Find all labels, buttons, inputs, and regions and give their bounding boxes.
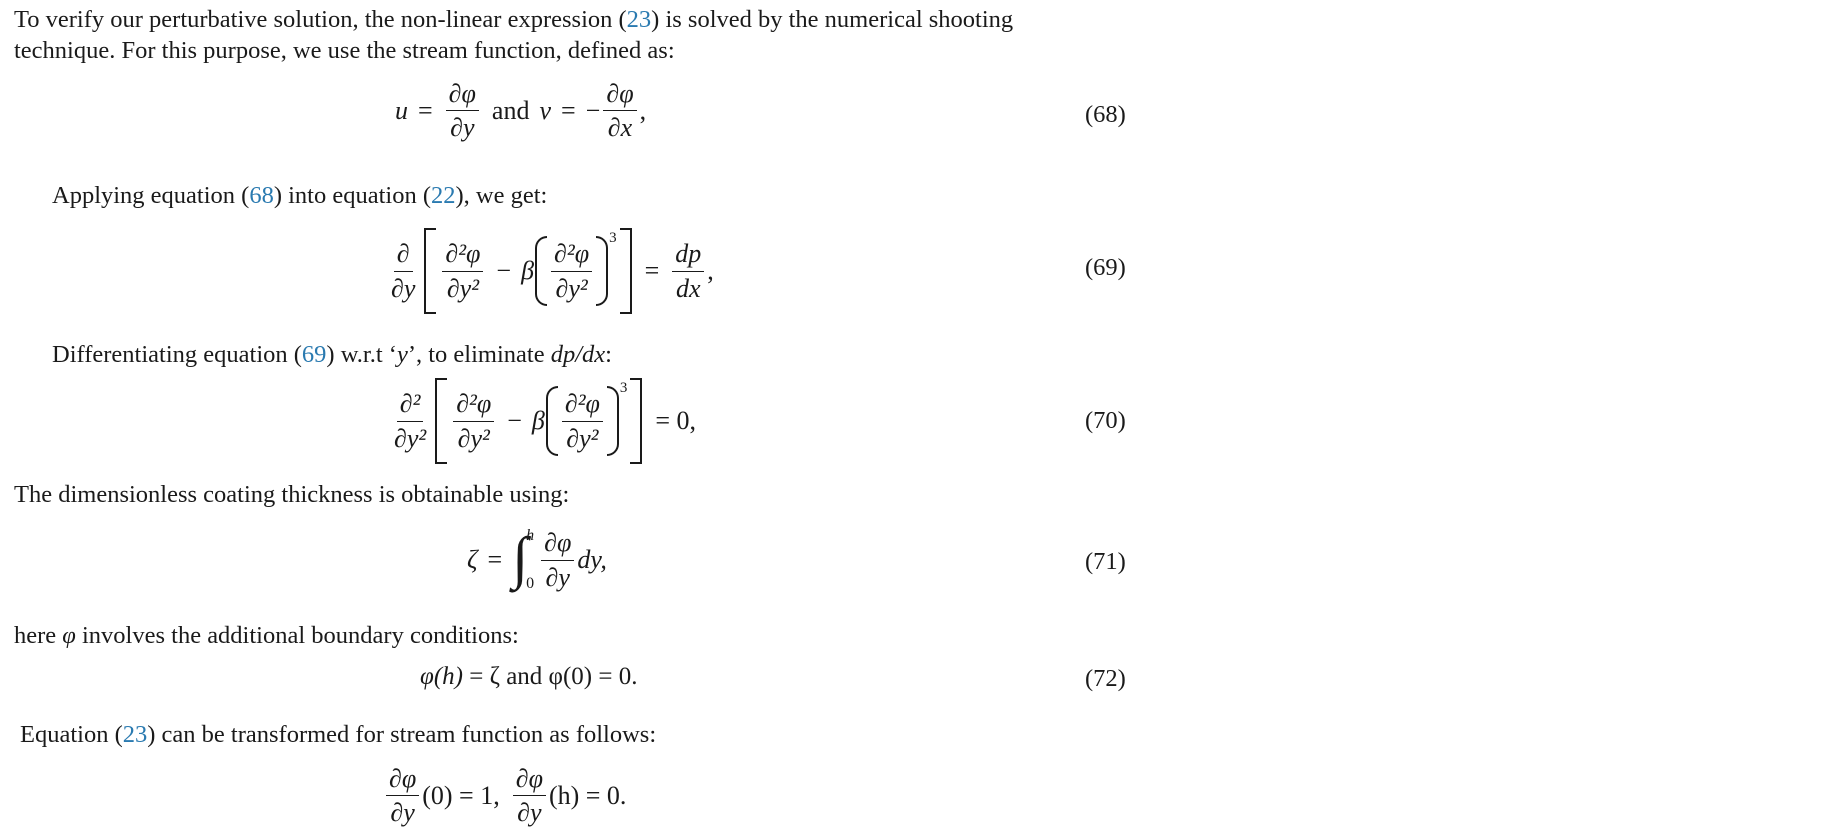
denominator: dx xyxy=(675,273,701,303)
fraction-dphi-dy xyxy=(541,529,574,591)
text: Equation ( xyxy=(20,721,123,748)
condition-at-zero: (0) = 1, xyxy=(422,780,500,810)
text: To verify our perturbative solution, the non-linear expression ( xyxy=(14,6,627,33)
equals-zeta: = ζ xyxy=(462,663,507,690)
symbol-u: u xyxy=(395,95,408,125)
text: ), we get: xyxy=(455,182,548,209)
numerator: ∂φ xyxy=(513,765,546,796)
numerator: ∂φ xyxy=(386,765,419,796)
equation-72 xyxy=(420,663,637,691)
fraction-dphi-dx xyxy=(603,80,636,142)
equation-link-23[interactable]: 23 xyxy=(626,6,652,33)
equals: = xyxy=(644,256,660,285)
fraction-d2phi-dy2 xyxy=(453,390,494,452)
minus: − xyxy=(496,256,512,285)
comma: , xyxy=(639,95,647,125)
text: technique. For this purpose, we use the stream function, defined as: xyxy=(14,37,675,64)
right-bracket xyxy=(620,228,632,314)
equation-number-70: (70) xyxy=(1085,407,1126,434)
numerator: ∂ xyxy=(394,240,413,271)
symbol-zeta: ζ xyxy=(467,545,478,574)
symbol-v: v xyxy=(539,95,551,125)
fraction-d-dy xyxy=(388,240,418,302)
denominator: ∂y² xyxy=(555,273,588,303)
denominator: ∂y xyxy=(545,562,570,592)
left-bracket xyxy=(435,378,447,464)
equation-71 xyxy=(467,527,607,593)
lower-limit: 0 xyxy=(526,575,535,592)
symbol-dpdx: dp/dx xyxy=(550,341,606,368)
numerator: ∂φ xyxy=(446,80,479,111)
equals: = xyxy=(418,95,433,125)
fraction-d2phi-dy2 xyxy=(562,390,603,452)
and-word: and xyxy=(491,95,530,125)
numerator: ∂φ xyxy=(603,80,636,111)
phi-of-h: φ(h) xyxy=(420,663,463,690)
paragraph-differentiating xyxy=(52,339,612,370)
denominator: ∂y² xyxy=(566,423,599,453)
denominator: ∂y² xyxy=(446,273,479,303)
denominator: ∂y xyxy=(450,113,475,143)
integral-sign: ∫ xyxy=(512,525,529,590)
numerator: ∂φ xyxy=(541,529,574,560)
right-bracket xyxy=(630,378,642,464)
denominator: ∂y xyxy=(390,798,415,828)
equals: = xyxy=(487,545,503,574)
fraction-dphi-dy xyxy=(446,80,479,142)
denominator: ∂y² xyxy=(457,423,490,453)
upper-limit: h xyxy=(526,527,535,544)
text: Applying equation ( xyxy=(52,182,250,209)
text: ) is solved by the numerical shooting xyxy=(651,6,1014,33)
comma: , xyxy=(707,256,714,285)
equation-link-68[interactable]: 68 xyxy=(249,182,274,209)
fraction-dphi-dy xyxy=(386,765,419,827)
and-word: and xyxy=(506,663,543,690)
equation-link-23[interactable]: 23 xyxy=(122,721,148,748)
left-paren xyxy=(546,386,558,456)
numerator: ∂²φ xyxy=(442,240,483,271)
left-bracket xyxy=(424,228,436,314)
text: : xyxy=(605,341,612,368)
exponent: 3 xyxy=(609,230,617,246)
denominator: ∂y xyxy=(517,798,542,828)
left-paren xyxy=(535,236,547,306)
text: involves the additional boundary conditions: xyxy=(75,622,519,649)
equation-number-72: (72) xyxy=(1085,665,1126,692)
numerator: ∂²φ xyxy=(562,390,603,421)
equation-70 xyxy=(388,378,696,464)
symbol-y: y xyxy=(396,341,408,368)
equation-boundary-stream xyxy=(383,765,626,827)
phi-of-zero: φ(0) = 0. xyxy=(542,663,638,690)
equals: = xyxy=(561,95,576,125)
text: Differentiating equation ( xyxy=(52,341,302,368)
differential-dy: dy, xyxy=(577,545,607,574)
exponent: 3 xyxy=(619,380,628,396)
rhs-zero: = 0, xyxy=(655,406,697,435)
numerator: ∂²φ xyxy=(453,390,494,421)
minus: − xyxy=(507,406,522,435)
text: ’, to eliminate xyxy=(407,341,551,368)
paragraph-transform xyxy=(20,719,656,750)
equation-number-71: (71) xyxy=(1085,548,1126,575)
equation-link-22[interactable]: 22 xyxy=(431,182,456,209)
right-paren xyxy=(596,236,608,306)
text: ) w.r.t ‘ xyxy=(326,341,397,368)
fraction-d2-dy2 xyxy=(391,390,429,452)
denominator: ∂y xyxy=(391,273,416,303)
right-paren xyxy=(607,386,619,456)
text: here xyxy=(14,622,63,649)
paragraph-applying xyxy=(52,180,547,211)
symbol-phi: φ xyxy=(62,622,76,649)
paragraph-coating-thickness xyxy=(14,479,569,510)
fraction-d2phi-dy2 xyxy=(442,240,483,302)
denominator: ∂x xyxy=(607,113,633,143)
numerator: ∂²φ xyxy=(551,240,592,271)
symbol-beta: β xyxy=(521,256,535,285)
paragraph-boundary-conditions xyxy=(14,620,519,651)
equation-link-69[interactable]: 69 xyxy=(301,341,327,368)
equation-68 xyxy=(395,80,646,142)
equation-number-68: (68) xyxy=(1085,101,1126,128)
numerator: dp xyxy=(672,240,704,271)
paragraph-intro xyxy=(14,4,1013,66)
symbol-beta: β xyxy=(531,406,545,435)
fraction-dphi-dy xyxy=(513,765,546,827)
fraction-d2phi-dy2 xyxy=(551,240,592,302)
denominator: ∂y² xyxy=(394,423,427,453)
numerator: ∂² xyxy=(397,390,424,421)
condition-at-h: (h) = 0. xyxy=(548,780,627,810)
minus: − xyxy=(585,95,601,125)
text: The dimensionless coating thickness is obtainable using: xyxy=(14,481,570,508)
equation-69 xyxy=(385,228,714,314)
text: ) can be transformed for stream function as follows: xyxy=(147,721,657,748)
equation-number-69: (69) xyxy=(1085,254,1126,281)
text: ) into equation ( xyxy=(273,182,431,209)
fraction-dp-dx xyxy=(672,240,704,302)
